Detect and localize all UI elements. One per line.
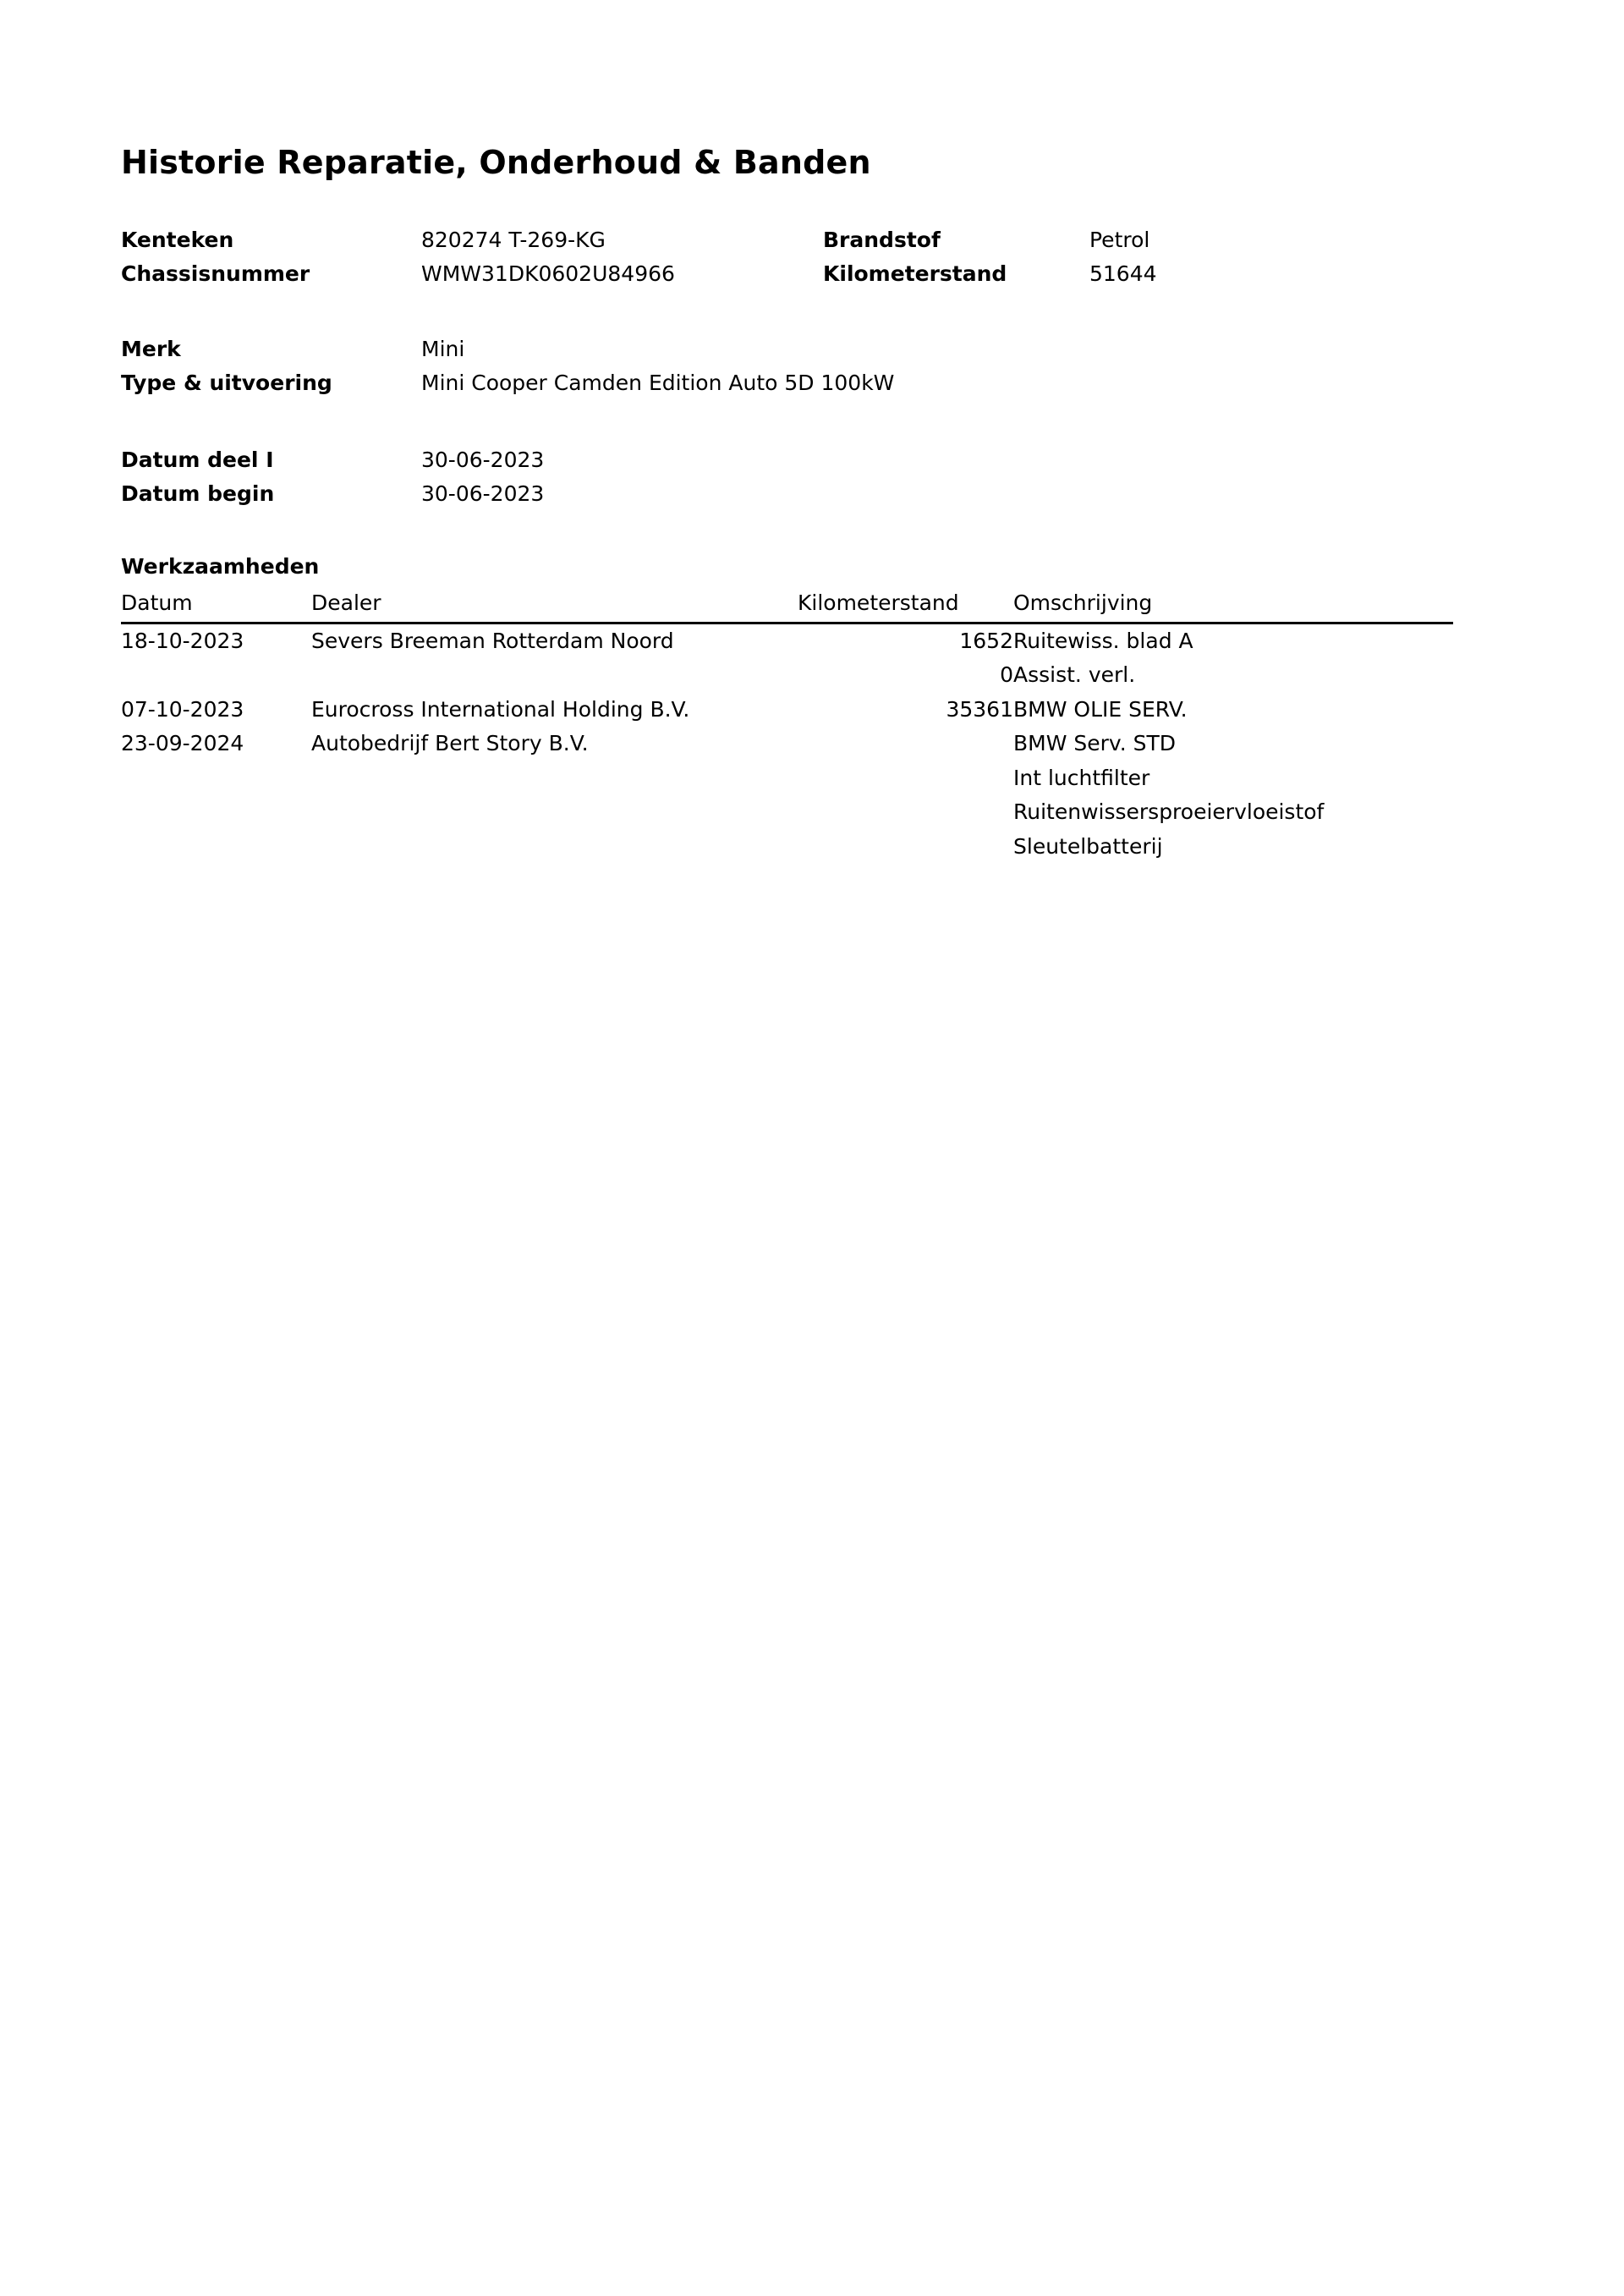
column-header-omschrijving: Omschrijving xyxy=(1013,590,1153,615)
merk-value: Mini xyxy=(421,336,465,361)
cell-dealer: Eurocross International Holding B.V. xyxy=(311,696,690,722)
kenteken-value: 820274 T-269-KG xyxy=(421,227,606,252)
datum-begin-label: Datum begin xyxy=(121,481,275,507)
cell-kilometerstand xyxy=(798,830,1013,865)
kenteken-label: Kenteken xyxy=(121,227,234,252)
cell-omschrijving: Assist. verl. xyxy=(1013,662,1136,688)
cell-dealer xyxy=(311,795,798,830)
datum-deel-i-label: Datum deel I xyxy=(121,447,274,472)
meta-row-merk xyxy=(121,332,1508,367)
table-header-row xyxy=(121,590,1453,623)
type-uitvoering-label: Type & uitvoering xyxy=(121,371,332,396)
datum-begin-value: 30-06-2023 xyxy=(421,481,545,507)
cell-kilometerstand: 0 xyxy=(1000,662,1013,688)
table-row xyxy=(121,693,1453,728)
datum-deel-i-value: 30-06-2023 xyxy=(421,447,545,472)
cell-omschrijving: Int luchtfilter xyxy=(1013,765,1150,790)
cell-omschrijving: Ruitewiss. blad A xyxy=(1013,628,1193,653)
table-row xyxy=(121,830,1453,865)
cell-kilometerstand: 35361 xyxy=(946,696,1013,722)
vehicle-dates-block xyxy=(121,443,1508,512)
cell-dealer: Autobedrijf Bert Story B.V. xyxy=(311,731,589,756)
cell-kilometerstand xyxy=(798,761,1013,796)
table-header xyxy=(121,590,1453,623)
cell-dealer xyxy=(311,658,798,693)
cell-kilometerstand: 1652 xyxy=(959,628,1013,653)
cell-datum xyxy=(121,761,311,796)
page-title: Historie Reparatie, Onderhoud & Banden xyxy=(121,144,871,181)
meta-row-kenteken xyxy=(121,223,1508,258)
cell-datum xyxy=(121,795,311,830)
table-row xyxy=(121,658,1453,693)
cell-datum: 07-10-2023 xyxy=(121,696,244,722)
meta-row-datum-deel-i xyxy=(121,443,1508,478)
table-row xyxy=(121,727,1453,761)
table-row xyxy=(121,623,1453,658)
cell-omschrijving: BMW Serv. STD xyxy=(1013,731,1177,756)
document-content xyxy=(121,144,1508,864)
werkzaamheden-title: Werkzaamheden xyxy=(121,553,320,579)
meta-row-datum-begin xyxy=(121,477,1508,512)
meta-row-chassisnummer xyxy=(121,257,1508,292)
merk-label: Merk xyxy=(121,336,181,361)
cell-datum: 18-10-2023 xyxy=(121,628,244,653)
cell-kilometerstand xyxy=(798,795,1013,830)
chassisnummer-label: Chassisnummer xyxy=(121,261,310,287)
cell-omschrijving: BMW OLIE SERV. xyxy=(1013,696,1188,722)
table-body xyxy=(121,623,1453,864)
type-uitvoering-value: Mini Cooper Camden Edition Auto 5D 100kW xyxy=(421,371,895,396)
chassisnummer-value: WMW31DK0602U84966 xyxy=(421,261,675,287)
vehicle-identification-block xyxy=(121,223,1508,292)
table-row xyxy=(121,795,1453,830)
column-header-dealer: Dealer xyxy=(311,590,381,615)
kilometerstand-value: 51644 xyxy=(1089,261,1157,287)
table-row xyxy=(121,761,1453,796)
cell-dealer: Severs Breeman Rotterdam Noord xyxy=(311,628,674,653)
cell-omschrijving: Ruitenwissersproeiervloeistof xyxy=(1013,799,1325,825)
cell-omschrijving: Sleutelbatterij xyxy=(1013,833,1163,859)
cell-datum xyxy=(121,830,311,865)
meta-row-type-uitvoering xyxy=(121,366,1508,401)
column-header-datum: Datum xyxy=(121,590,193,615)
vehicle-model-block xyxy=(121,332,1508,401)
brandstof-value: Petrol xyxy=(1089,227,1150,252)
cell-kilometerstand xyxy=(798,727,1013,761)
cell-datum xyxy=(121,658,311,693)
cell-dealer xyxy=(311,761,798,796)
column-header-kilometerstand: Kilometerstand xyxy=(798,590,959,615)
cell-datum: 23-09-2024 xyxy=(121,731,244,756)
kilometerstand-label: Kilometerstand xyxy=(823,261,1007,287)
cell-dealer xyxy=(311,830,798,865)
brandstof-label: Brandstof xyxy=(823,227,941,252)
werkzaamheden-table xyxy=(121,590,1453,865)
